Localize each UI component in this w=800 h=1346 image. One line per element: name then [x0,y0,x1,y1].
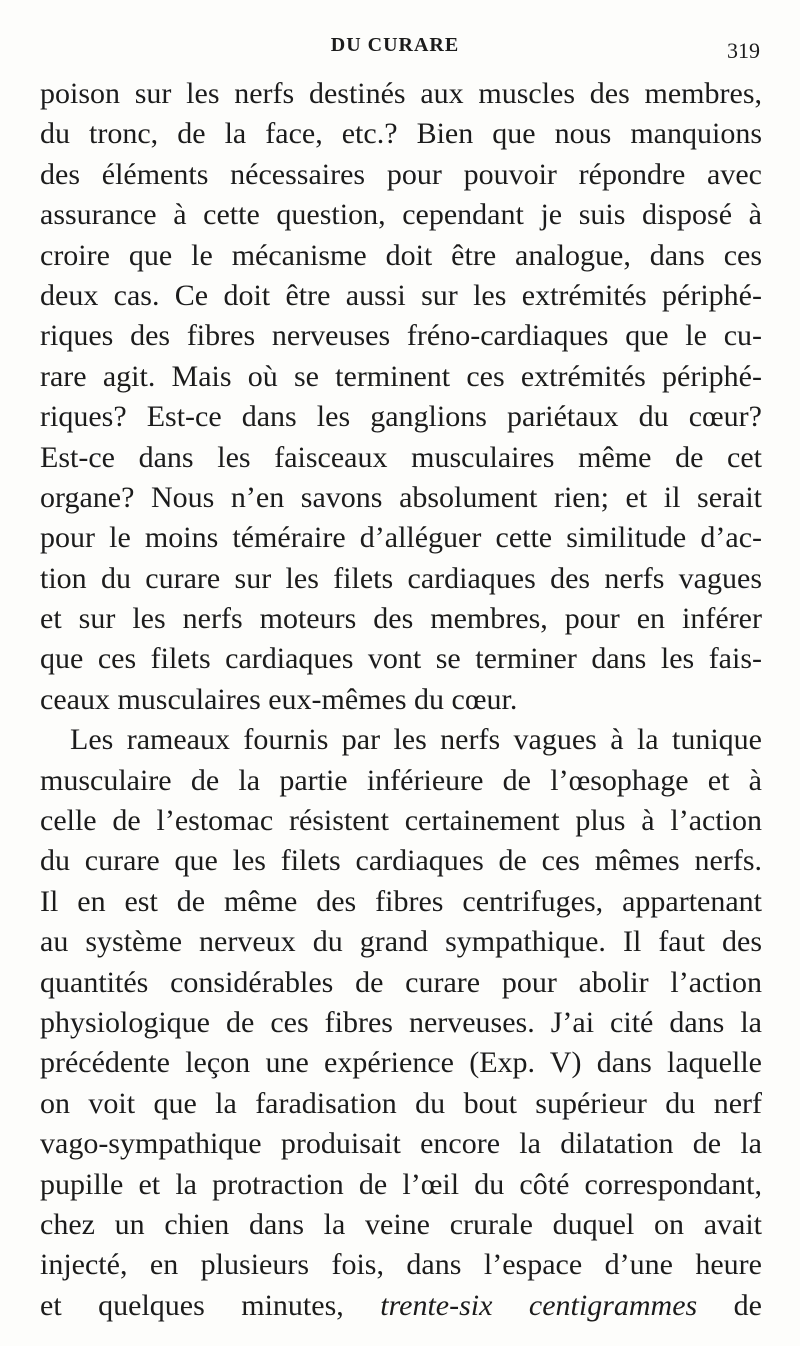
text-line-final [40,1286,762,1326]
text-line: physiologique de ces fibres nerveuses. J’ai cité dans la [40,1005,762,1039]
body-text [40,74,762,1326]
text-line: Les rameaux fournis par les nerfs vagues à la tunique [70,723,762,757]
text-line: riques des fibres nerveuses fréno-cardiaques que le cu- [40,319,762,353]
text-line: chez un chien dans la veine crurale duquel on avait [40,1207,762,1241]
text-segment: de [733,1288,762,1322]
page-number: 319 [727,38,760,63]
text-line: des éléments nécessaires pour pouvoir répondre avec [40,157,762,191]
text-line: poison sur les nerfs destinés aux muscles des membres, [40,77,762,110]
text-line: celle de l’estomac résistent certainement plus à l’action [40,804,762,838]
text-line: du curare que les filets cardiaques de ces mêmes nerfs. [40,844,762,878]
text-line: au système nerveux du grand sympathique. Il faut des [40,925,762,959]
text-line: précédente leçon une expérience (Exp. V) dans laquelle [40,1046,762,1080]
text-line: croire que le mécanisme doit être analogue, dans ces [40,238,762,272]
paragraph-2 [40,720,762,1326]
text-line: riques? Est-ce dans les ganglions pariétaux du cœur? [40,400,762,434]
text-line: deux cas. Ce doit être aussi sur les extrémités périphé- [40,278,762,312]
text-line: assurance à cette question, cependant je suis disposé à [40,198,762,232]
text-line: tion du curare sur les filets cardiaques des nerfs vagues [40,561,762,595]
text-line: pupille et la protraction de l’œil du côté correspondant, [40,1167,762,1201]
text-line: du tronc, de la face, etc.? Bien que nous manquions [40,117,762,151]
text-line: pour le moins téméraire d’alléguer cette similitude d’ac- [40,521,762,555]
running-head [0,30,800,64]
text-line: organe? Nous n’en savons absolument rien; et il serait [40,480,762,514]
text-line: Il en est de même des fibres centrifuges, appartenant [40,884,762,918]
text-line: musculaire de la partie inférieure de l’œsophage et à [40,763,762,797]
text-line: que ces filets cardiaques vont se terminer dans les fais- [40,642,762,676]
text-line: on voit que la faradisation du bout supérieur du nerf [40,1086,762,1120]
italic-text: trente-six centigrammes [380,1288,698,1322]
text-line: injecté, en plusieurs fois, dans l’espace d’une heure [40,1248,762,1282]
text-line: ceaux musculaires eux-mêmes du cœur. [40,682,518,716]
text-line: quantités considérables de curare pour abolir l’action [40,965,762,999]
text-line: Est-ce dans les faisceaux musculaires même de cet [40,440,762,474]
running-title: DU CURARE [330,34,460,56]
text-line: rare agit. Mais où se terminent ces extrémités périphé- [40,359,762,393]
text-line: et sur les nerfs moteurs des membres, pour en inférer [40,602,762,636]
paragraph-1 [40,74,762,720]
text-line: vago-sympathique produisait encore la dilatation de la [40,1127,762,1161]
text-segment: et quelques minutes, [40,1288,344,1322]
